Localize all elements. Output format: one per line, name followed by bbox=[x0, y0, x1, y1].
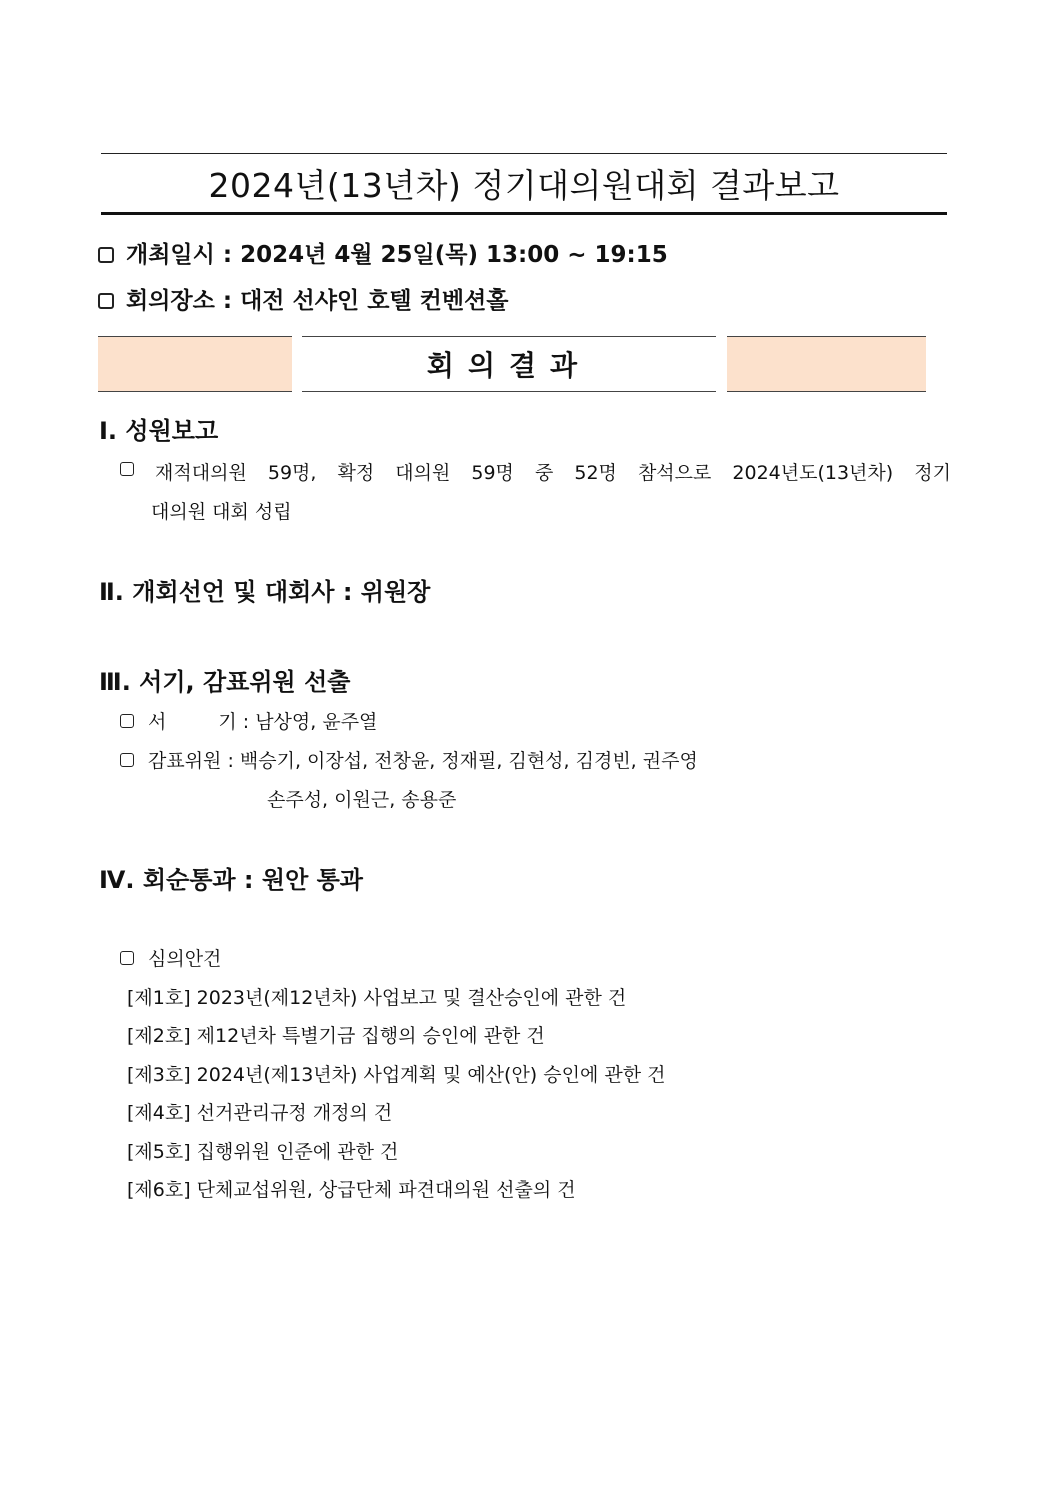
word: 참석으로 bbox=[637, 462, 712, 484]
section-4-heading: Ⅳ. 회순통과 : 원안 통과 bbox=[99, 866, 363, 894]
secretary-line bbox=[120, 707, 377, 734]
teller-line-2: 손주성, 이원근, 송용준 bbox=[267, 789, 457, 811]
agenda-label-line bbox=[120, 944, 221, 971]
meeting-place: 회의장소 : 대전 선샤인 호텔 컨벤션홀 bbox=[126, 288, 509, 314]
banner-title: 회의결과 bbox=[302, 336, 716, 392]
checkbox-square-icon bbox=[98, 293, 114, 309]
checkbox-square-icon bbox=[120, 951, 134, 965]
word: 대의원 bbox=[395, 462, 451, 484]
checkbox-square-icon bbox=[120, 753, 134, 767]
secretary-label-1: 서 bbox=[148, 711, 167, 733]
checkbox-square-icon bbox=[120, 462, 134, 476]
secretary-label-2: 기 bbox=[218, 711, 237, 733]
agenda-item-6: [제6호] 단체교섭위원, 상급단체 파견대의원 선출의 건 bbox=[127, 1179, 576, 1201]
banner-left-block bbox=[98, 336, 292, 392]
word: 재적대의원 bbox=[155, 462, 247, 484]
teller-line bbox=[120, 746, 698, 773]
secretary-names: : 남상영, 윤주열 bbox=[242, 711, 378, 733]
title-bottom-rule bbox=[101, 212, 947, 215]
word: 중 bbox=[534, 462, 554, 484]
agenda-label: 심의안건 bbox=[148, 948, 222, 970]
section-1-heading: Ⅰ. 성원보고 bbox=[99, 417, 219, 445]
agenda-item-1: [제1호] 2023년(제12년차) 사업보고 및 결산승인에 관한 건 bbox=[127, 987, 627, 1009]
agenda-item-2: [제2호] 제12년차 특별기금 집행의 승인에 관한 건 bbox=[127, 1025, 545, 1047]
meeting-date: 개최일시 : 2024년 4월 25일(목) 13:00 ~ 19:15 bbox=[126, 242, 668, 268]
page-title: 2024년(13년차) 정기대의원대회 결과보고 bbox=[208, 166, 840, 205]
word: 확정 bbox=[337, 462, 375, 484]
teller-label: 감표위원 bbox=[148, 750, 222, 772]
teller-names: : 백승기, 이장섭, 전창윤, 정재필, 김현성, 김경빈, 권주영 bbox=[227, 750, 698, 772]
title-top-rule bbox=[101, 153, 947, 154]
section-1-line-1 bbox=[120, 458, 951, 485]
word: 정기 bbox=[914, 462, 951, 484]
banner-right-block bbox=[727, 336, 926, 392]
meeting-date-line bbox=[98, 236, 668, 269]
agenda-item-3: [제3호] 2024년(제13년차) 사업계획 및 예산(안) 승인에 관한 건 bbox=[127, 1064, 666, 1086]
section-2-heading: Ⅱ. 개회선언 및 대회사 : 위원장 bbox=[99, 578, 431, 606]
section-3-heading: Ⅲ. 서기, 감표위원 선출 bbox=[99, 668, 351, 696]
section-1-line-2: 대의원 대회 성립 bbox=[151, 501, 292, 523]
agenda-item-5: [제5호] 집행위원 인준에 관한 건 bbox=[127, 1141, 399, 1163]
word: 59명, bbox=[267, 462, 317, 484]
word: 2024년도(13년차) bbox=[732, 462, 894, 484]
word: 52명 bbox=[574, 462, 617, 484]
meeting-place-line bbox=[98, 282, 509, 315]
agenda-item-4: [제4호] 선거관리규정 개정의 건 bbox=[127, 1102, 393, 1124]
checkbox-square-icon bbox=[98, 247, 114, 263]
word: 59명 bbox=[471, 462, 514, 484]
checkbox-square-icon bbox=[120, 714, 134, 728]
